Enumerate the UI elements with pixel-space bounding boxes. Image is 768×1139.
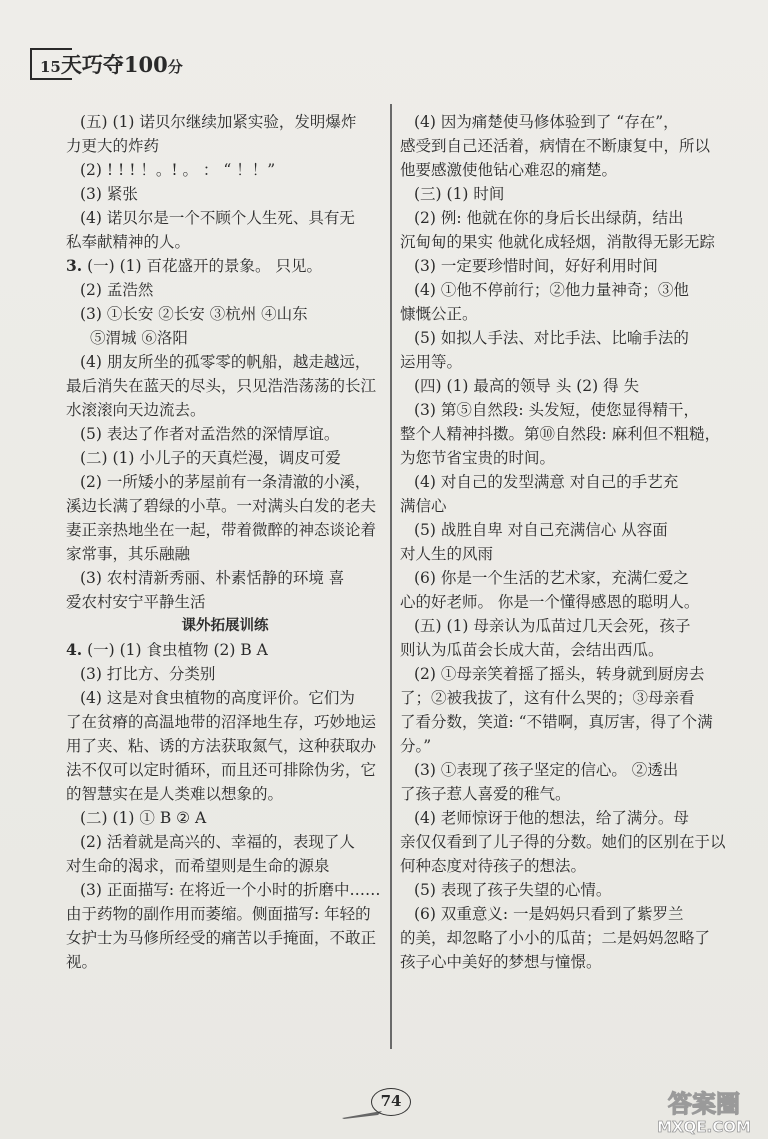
answer-line: (四) (1) 最高的领导 头 (2) 得 失: [414, 377, 640, 395]
answer-line: 了在贫瘠的高温地带的沼泽地生存，巧妙地运: [66, 713, 377, 731]
answer-line: 整个人精神抖擞。第⑩自然段: 麻利但不粗糙，: [400, 425, 721, 443]
answer-line: (4) ①他不停前行；②他力量神奇；③他: [414, 281, 689, 299]
answer-line: (5) 战胜自卑 对自己充满信心 从容面: [414, 521, 668, 539]
right-column: [400, 110, 740, 974]
section-title: 课外拓展训练: [181, 618, 269, 634]
answer-line: (5) 表现了孩子失望的心情。: [414, 881, 612, 899]
answer-line: (3) ①表现了孩子坚定的信心。 ②透出: [414, 761, 679, 779]
answer-line: 力更大的炸药: [66, 137, 160, 155]
answer-line: (5) 表达了作者对孟浩然的深情厚谊。: [80, 425, 340, 443]
answer-line: (4) 诺贝尔是一个不顾个人生死、具有无: [80, 209, 355, 227]
answer-line: [66, 638, 384, 662]
logo-days: 15: [40, 58, 61, 76]
answer-line: 孩子心中美好的梦想与憧憬。: [400, 953, 602, 971]
question-number: 4.: [66, 640, 83, 659]
answer-line: (3) 正面描写: 在将近一个小时的折磨中……: [80, 881, 381, 899]
answer-line: (2) ①母亲笑着摇了摇头，转身就到厨房去: [414, 665, 705, 683]
answer-line: 运用等。: [400, 353, 463, 371]
answer-line: 心的好老师。 你是一个懂得感恩的聪明人。: [400, 593, 700, 611]
question-number: 3.: [66, 256, 83, 275]
answer-line: 家常事，其乐融融: [66, 545, 191, 563]
answer-line: (4) 朋友所坐的孤零零的帆船，越走越远，: [80, 353, 371, 371]
logo-score: 100: [123, 52, 168, 77]
answer-line: 对人生的风雨: [400, 545, 494, 563]
answer-line: 慷慨公正。: [400, 305, 478, 323]
answer-line: 水滚滚向天边流去。: [66, 401, 206, 419]
answer-line: (4) 因为痛楚使马修体验到了 “存在”，: [414, 113, 679, 131]
answer-line: 爱农村安宁平静生活: [66, 593, 206, 611]
answer-text: (一) (1) 食虫植物 (2) B A: [82, 641, 268, 659]
answer-line: (2) ! ! ! ！。! 。 ： “ ！！”: [80, 161, 276, 179]
answer-line: (三) (1) 时间: [414, 185, 505, 203]
answer-line: (4) 对自己的发型满意 对自己的手艺充: [414, 473, 679, 491]
answer-line: (6) 双重意义: 一是妈妈只看到了紫罗兰: [414, 905, 684, 923]
answer-line: [66, 254, 384, 278]
answer-line: (3) 一定要珍惜时间，好好利用时间: [414, 257, 658, 275]
answer-line: 的美，却忽略了小小的瓜苗；二是妈妈忽略了: [400, 929, 711, 947]
left-column: [66, 110, 384, 974]
column-divider: [390, 104, 392, 1049]
answer-line: 私奉献精神的人。: [66, 233, 191, 251]
page-number: 74: [371, 1088, 411, 1116]
answer-line: (3) 打比方、分类别: [80, 665, 216, 683]
answer-line: 感受到自己还活着，病情在不断康复中，所以: [400, 137, 711, 155]
answer-line: (2) 例: 他就在你的身后长出绿荫，结出: [414, 209, 684, 227]
watermark-bottom-text: MXQE.COM: [657, 1118, 751, 1136]
answer-line: 视。: [66, 953, 98, 971]
logo-qiaoduo: 巧夺: [81, 52, 124, 77]
logo-tian: 天: [60, 52, 82, 77]
answer-line: (3) 紧张: [80, 185, 138, 203]
answer-line: (6) 你是一个生活的艺术家，充满仁爱之: [414, 569, 689, 587]
answer-line: 了孩子惹人喜爱的稚气。: [400, 785, 571, 803]
answer-line: 女护士为马修所经受的痛苦以手掩面，不敢正: [66, 929, 377, 947]
watermark-logo: [648, 1084, 760, 1136]
answer-line: 妻正亲热地坐在一起，带着微醉的神态谈论着: [66, 521, 377, 539]
answer-line: (3) 农村清新秀丽、朴素恬静的环境 喜: [80, 569, 345, 587]
logo-text: [40, 49, 183, 79]
answer-line: 分。”: [400, 737, 432, 755]
answer-line: 则认为瓜苗会长成大苗，会结出西瓜。: [400, 641, 664, 659]
answer-line: ⑤渭城 ⑥洛阳: [90, 329, 188, 347]
answer-line: (4) 老师惊讶于他的想法，给了满分。母: [414, 809, 689, 827]
answer-line: 亲仅仅看到了儿子得的分数。她们的区别在于以: [400, 833, 726, 851]
answer-line: 满信心: [400, 497, 447, 515]
book-logo: [30, 48, 183, 80]
answer-line: (五) (1) 母亲认为瓜苗过几天会死，孩子: [414, 617, 691, 635]
answer-line: (二) (1) 小儿子的天真烂漫，调皮可爱: [80, 449, 341, 467]
answer-line: 最后消失在蓝天的尽头，只见浩浩荡荡的长江: [66, 377, 377, 395]
answer-line: 为您节省宝贵的时间。: [400, 449, 556, 467]
answer-line: 沉甸甸的果实 他就化成轻烟，消散得无影无踪: [400, 233, 715, 251]
answer-line: (5) 如拟人手法、对比手法、比喻手法的: [414, 329, 689, 347]
answer-line: (2) 孟浩然: [80, 281, 154, 299]
answer-line: 了；②被我拔了，这有什么哭的；③母亲看: [400, 689, 695, 707]
answer-line: 对生命的渴求，而希望则是生命的源泉: [66, 857, 330, 875]
answer-line: 用了夹、粘、诱的方法获取氮气，这种获取办: [66, 737, 377, 755]
answer-line: (五) (1) 诺贝尔继续加紧实验，发明爆炸: [80, 113, 357, 131]
answer-line: 溪边长满了碧绿的小草。一对满头白发的老夫: [66, 497, 377, 515]
answer-line: (4) 这是对食虫植物的高度评价。它们为: [80, 689, 355, 707]
answer-line: (二) (1) ① B ② A: [80, 809, 207, 827]
answer-line: 他要感激使他钻心难忍的痛楚。: [400, 161, 618, 179]
answer-line: 的智慧实在是人类难以想象的。: [66, 785, 284, 803]
answer-line: (2) 活着就是高兴的、幸福的，表现了人: [80, 833, 355, 851]
answer-line: 由于药物的副作用而萎缩。侧面描写: 年轻的: [66, 905, 371, 923]
answer-line: 法不仅可以定时循环，而且还可排除伪劣，它: [66, 761, 377, 779]
answer-line: 何种态度对待孩子的想法。: [400, 857, 587, 875]
answer-line: 了看分数，笑道: “不错啊，真厉害，得了个满: [400, 713, 713, 731]
watermark-top-text: 答案圈: [668, 1090, 740, 1118]
answer-text: (一) (1) 百花盛开的景象。 只见。: [82, 257, 322, 275]
logo-fen: 分: [167, 58, 183, 76]
answer-line: (2) 一所矮小的茅屋前有一条清澈的小溪，: [80, 473, 371, 491]
answer-line: (3) ①长安 ②长安 ③杭州 ④山东: [80, 305, 308, 323]
answer-line: (3) 第⑤自然段: 头发短，使您显得精干，: [414, 401, 700, 419]
